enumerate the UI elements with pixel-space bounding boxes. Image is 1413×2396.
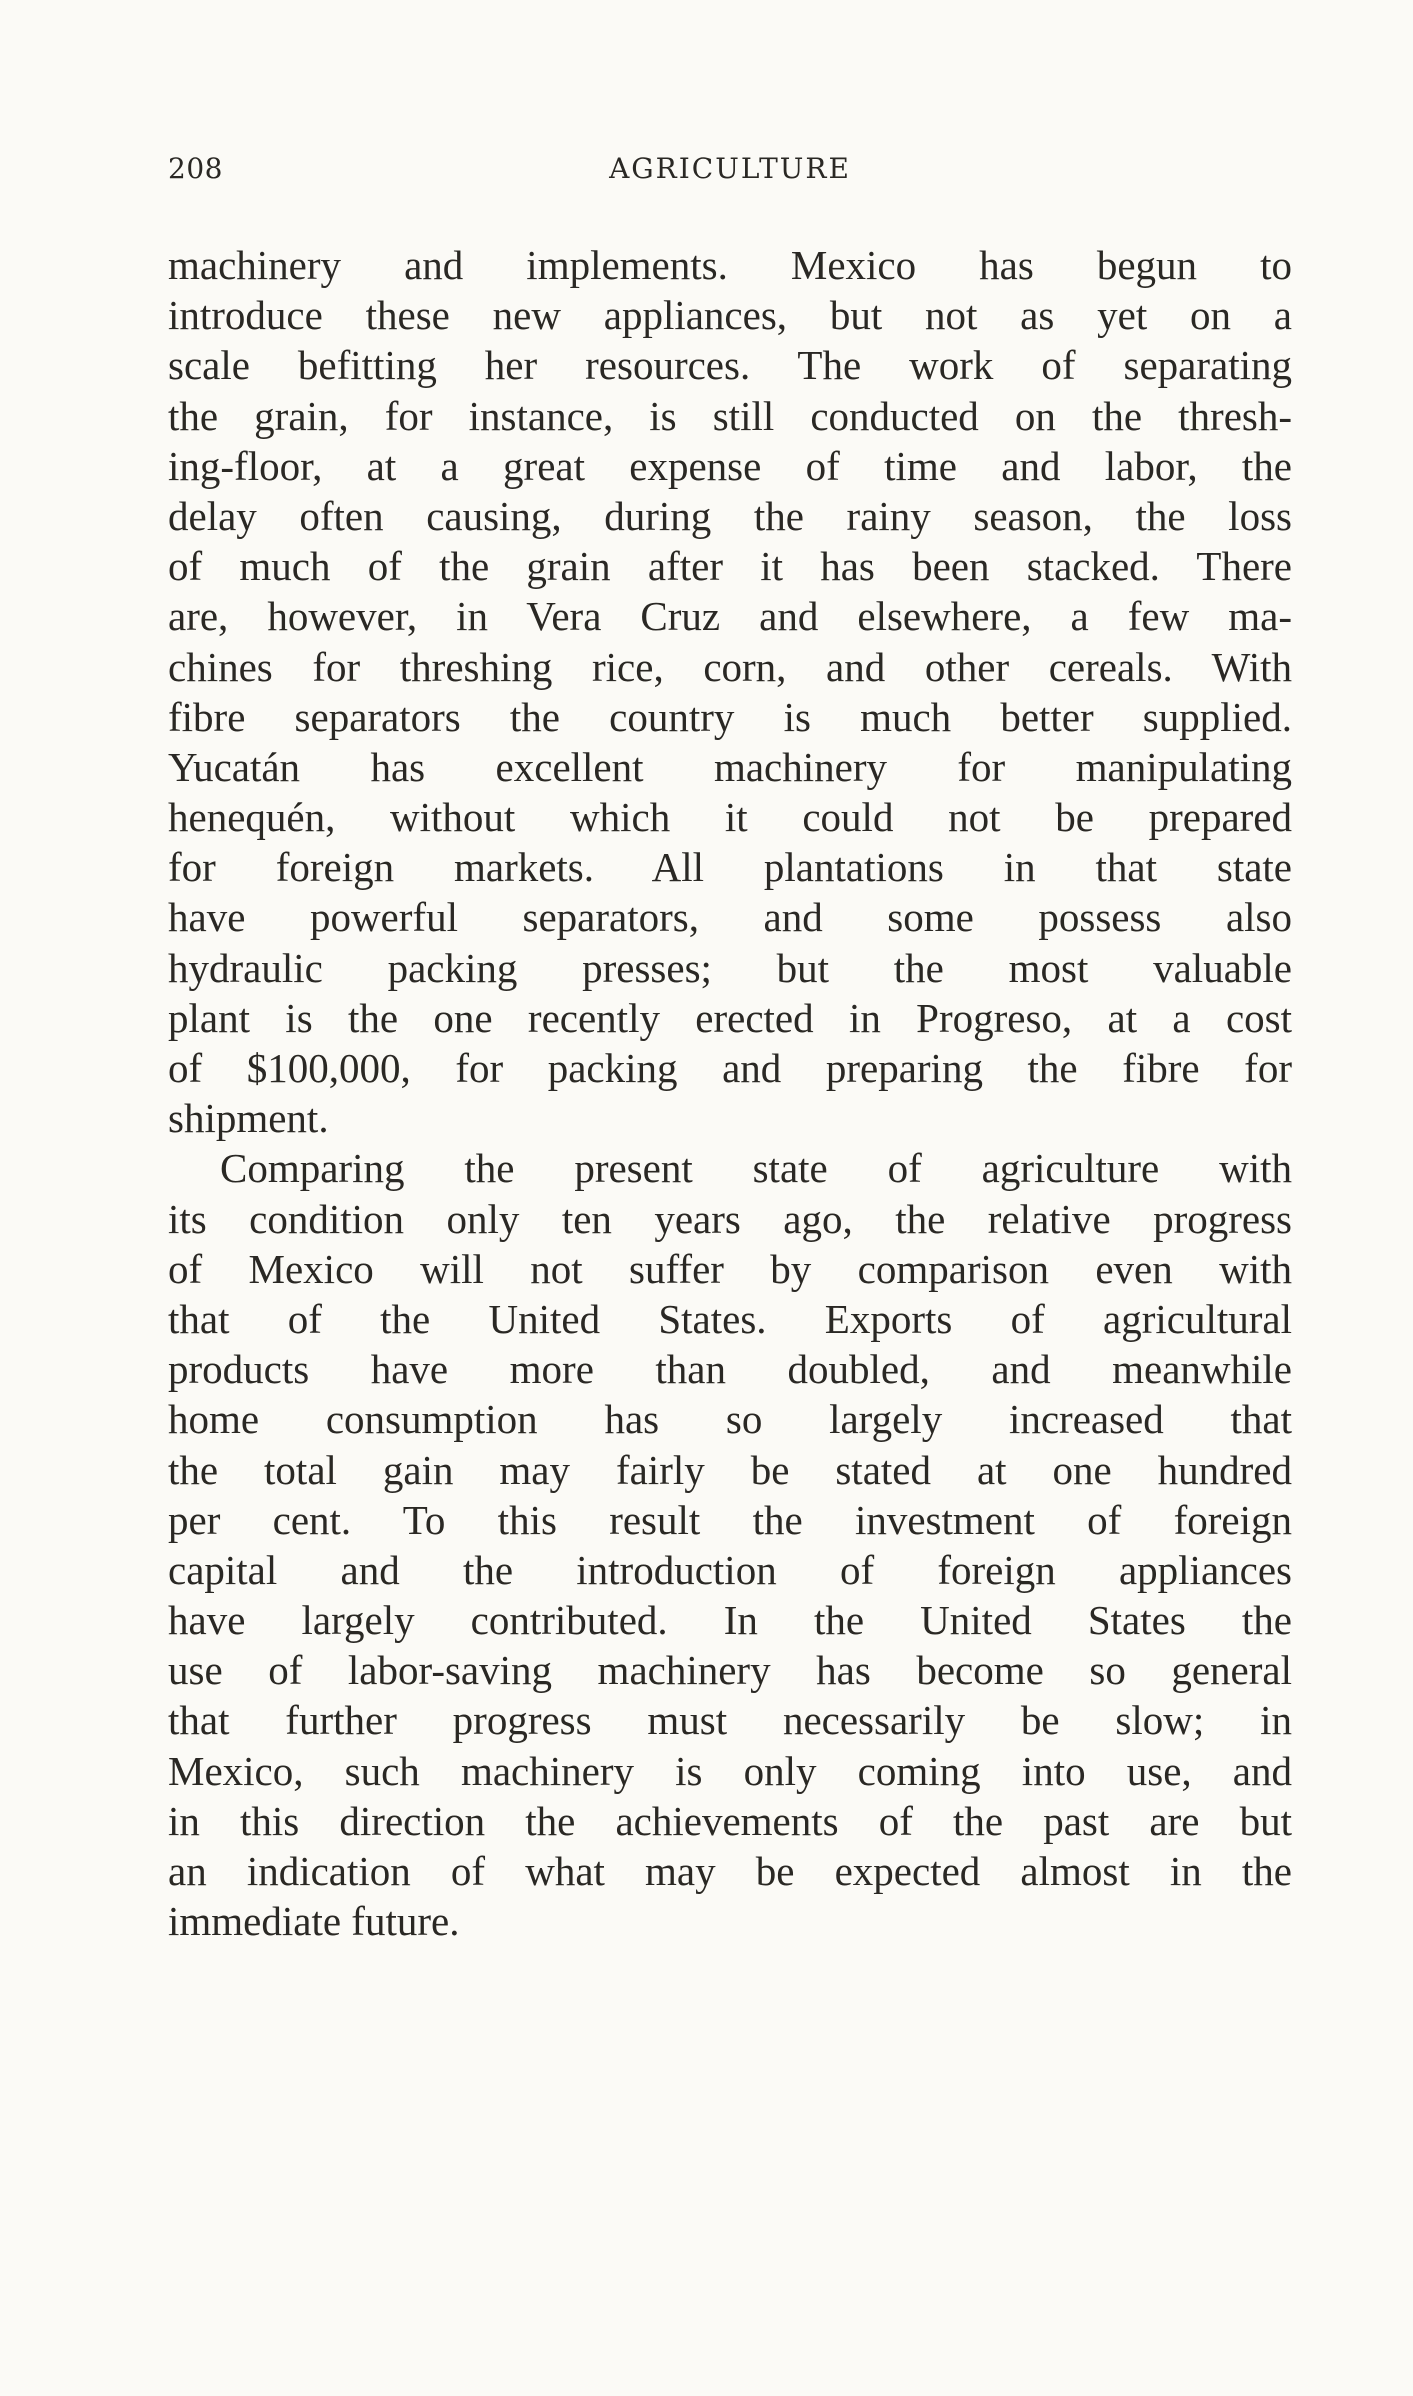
text-line: henequén, without which it could not be prepared	[168, 794, 1292, 841]
text-line: delay often causing, during the rainy season, the loss	[168, 492, 1292, 539]
text-line: fibre separators the country is much better supplied.	[168, 693, 1292, 740]
text-line: products have more than doubled, and meanwhile	[168, 1346, 1292, 1393]
text-line: the grain, for instance, is still conducted on the thresh-	[168, 392, 1292, 439]
text-line: have powerful separators, and some possess also	[168, 894, 1292, 941]
text-line: in this direction the achievements of the past are but	[168, 1797, 1292, 1844]
text-line: Mexico, such machinery is only coming into use, and	[168, 1747, 1292, 1794]
text-line: the total gain may fairly be stated at one hundred	[168, 1446, 1292, 1493]
text-line: plant is the one recently erected in Progreso, at a cost	[168, 994, 1292, 1041]
page-header	[168, 152, 1292, 192]
paragraph-end-line: immediate future.	[168, 1898, 460, 1945]
text-line: chines for threshing rice, corn, and other cereals. With	[168, 643, 1292, 690]
text-line: are, however, in Vera Cruz and elsewhere, a few ma-	[168, 593, 1292, 640]
text-line: its condition only ten years ago, the relative progress	[168, 1195, 1292, 1242]
text-line: home consumption has so largely increased that	[168, 1396, 1292, 1443]
text-line: hydraulic packing presses; but the most valuable	[168, 944, 1292, 991]
text-line: ing-floor, at a great expense of time and labor, the	[168, 442, 1292, 489]
text-line: use of labor-saving machinery has become so general	[168, 1647, 1292, 1694]
text-line: machinery and implements. Mexico has begun to	[168, 242, 1292, 288]
text-line: Yucatán has excellent machinery for manipulating	[168, 743, 1292, 790]
body-text	[168, 240, 1292, 1946]
text-line: scale befitting her resources. The work of separating	[168, 342, 1292, 389]
text-line: capital and the introduction of foreign appliances	[168, 1546, 1292, 1593]
text-line: for foreign markets. All plantations in that state	[168, 844, 1292, 891]
text-line: have largely contributed. In the United States the	[168, 1597, 1292, 1644]
text-line: introduce these new appliances, but not as yet on a	[168, 292, 1292, 339]
text-line: of Mexico will not suffer by comparison even with	[168, 1245, 1292, 1292]
text-line: of $100,000, for packing and preparing the fibre for	[168, 1045, 1292, 1091]
paragraph-start-line: Comparing the present state of agriculture with	[220, 1145, 1292, 1192]
text-line: an indication of what may be expected almost in the	[168, 1848, 1292, 1894]
paragraph-end-line: shipment.	[168, 1095, 329, 1142]
running-head: AGRICULTURE	[609, 152, 851, 185]
text-line: that of the United States. Exports of agricultural	[168, 1295, 1292, 1342]
text-line: that further progress must necessarily be slow; in	[168, 1697, 1292, 1744]
text-line: of much of the grain after it has been stacked. There	[168, 543, 1292, 590]
text-line: per cent. To this result the investment of foreign	[168, 1496, 1292, 1543]
page-number: 208	[168, 152, 223, 185]
